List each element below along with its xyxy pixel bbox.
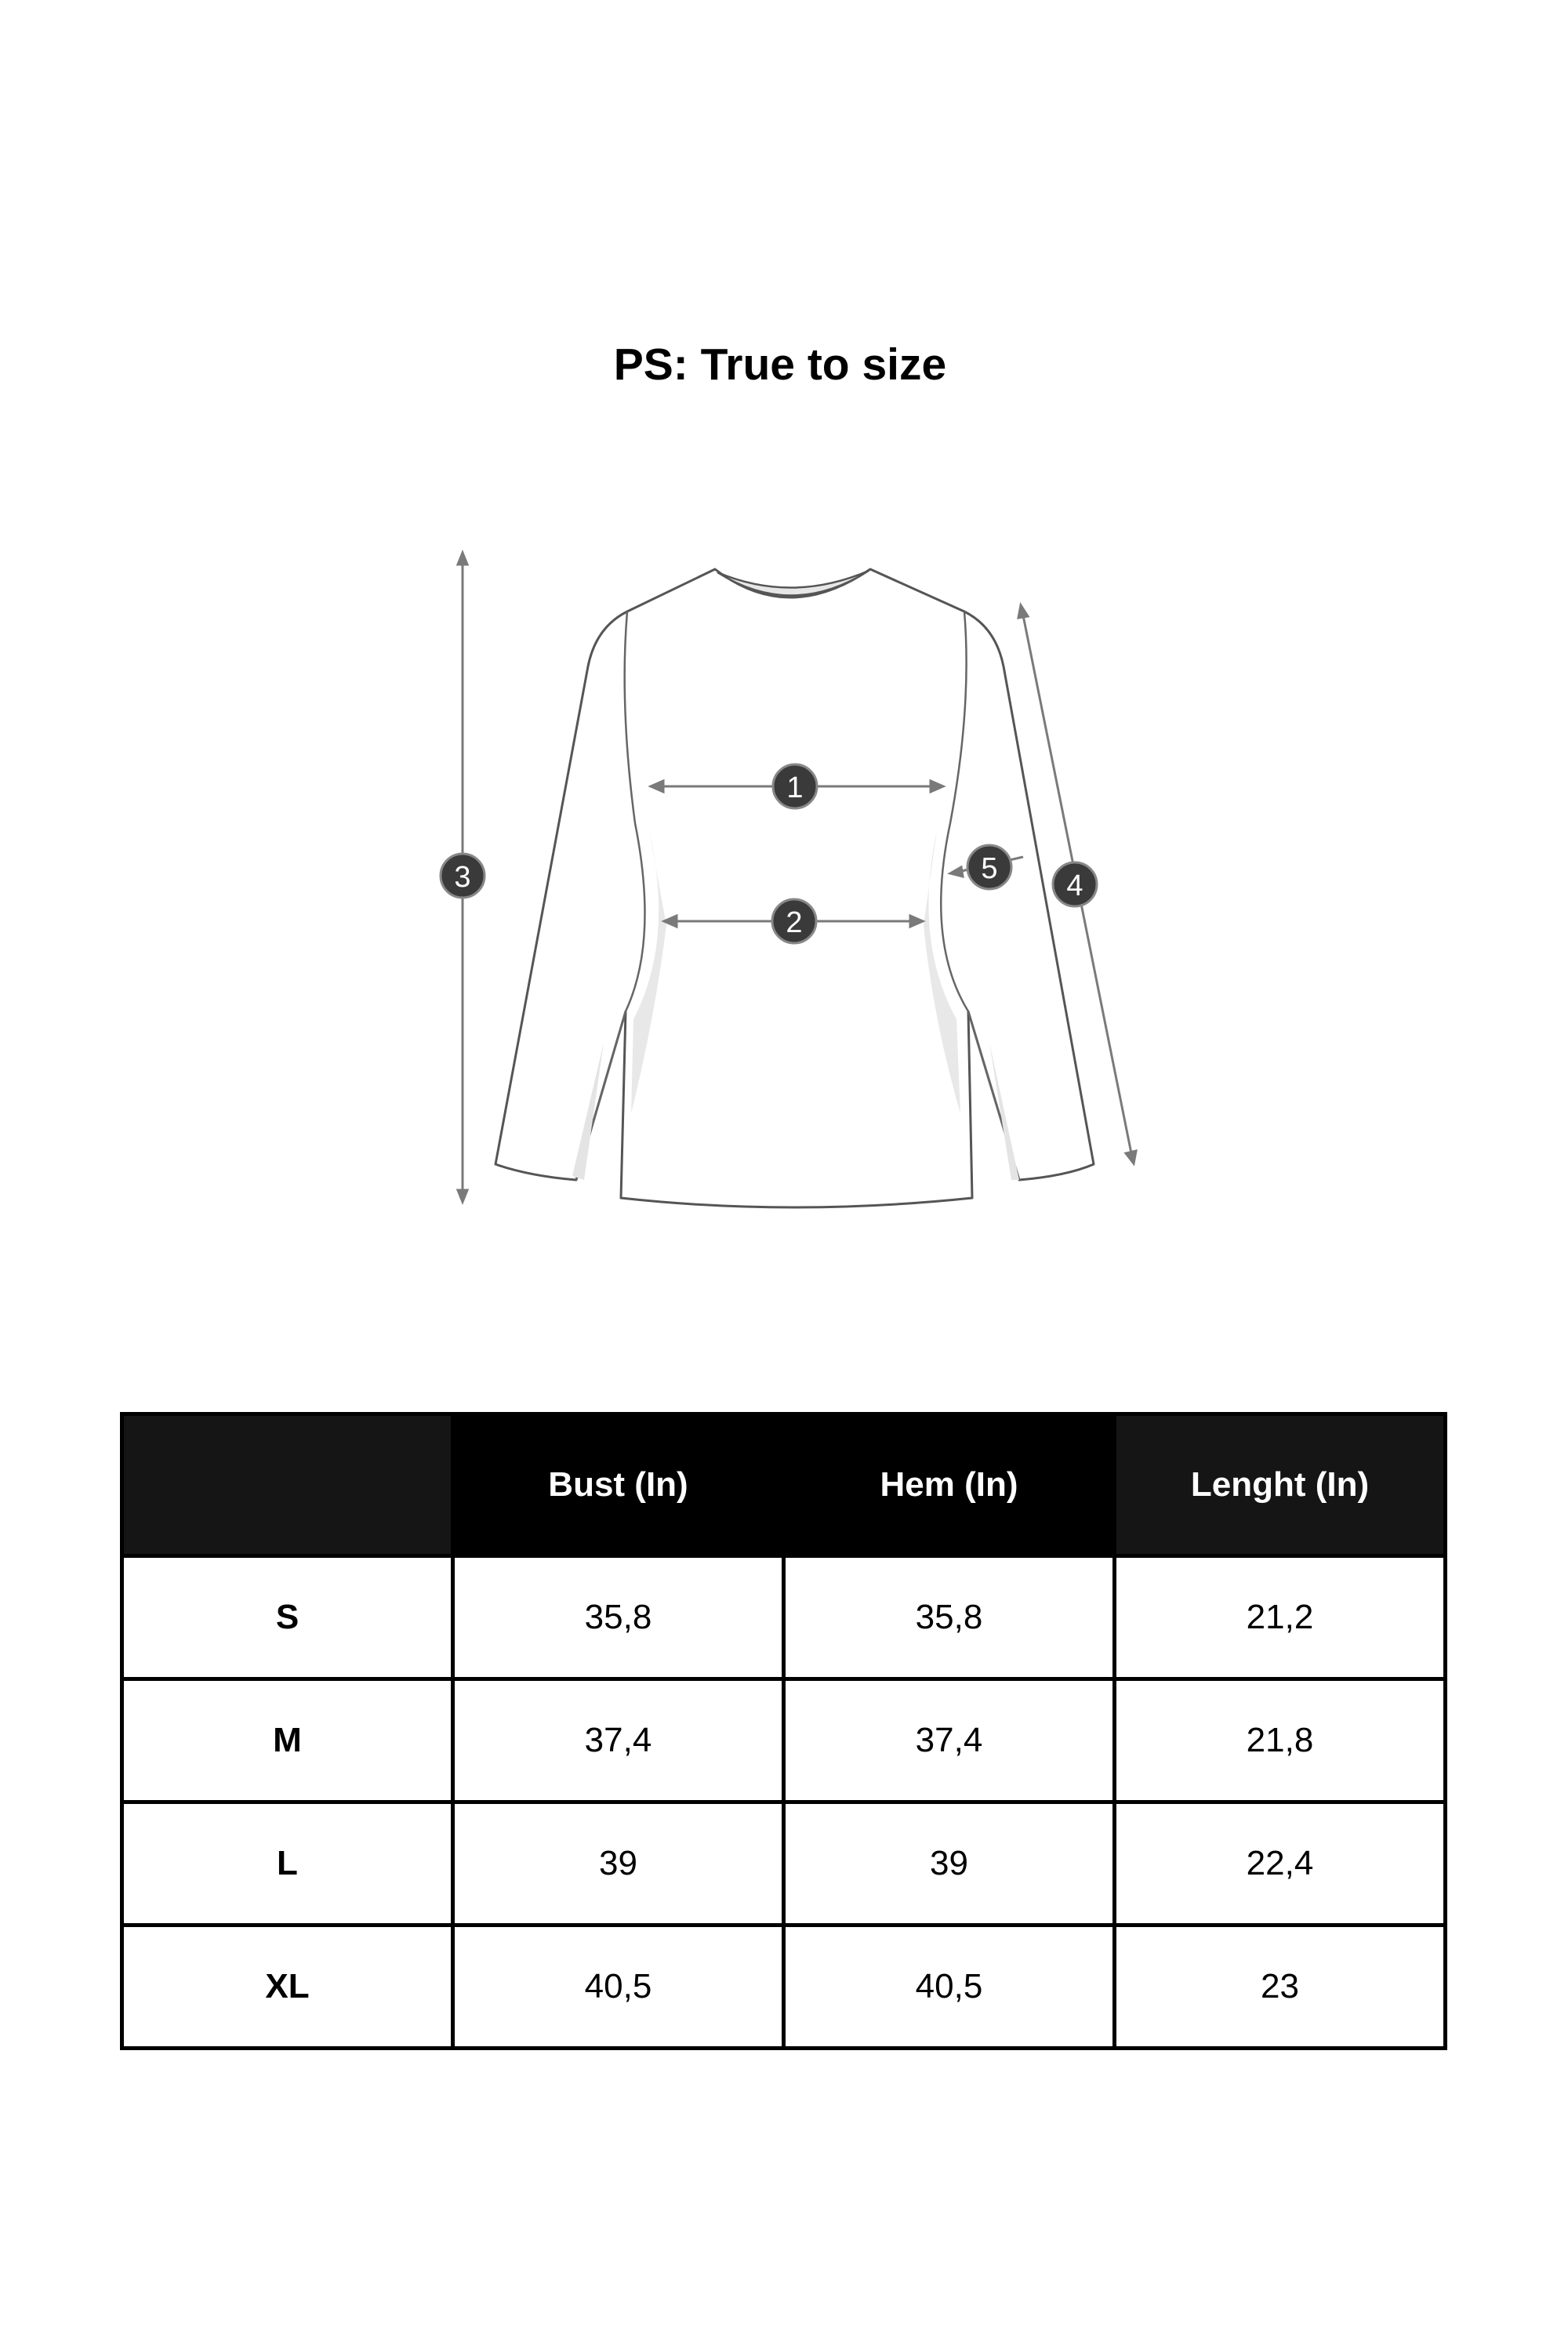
length-cell: 23 [1115, 1926, 1446, 2049]
page-title: PS: True to size [613, 339, 947, 390]
size-cell: XL [122, 1926, 453, 2049]
marker-5 [967, 845, 1011, 889]
table-header-row [122, 1414, 1446, 1556]
size-cell: S [122, 1556, 453, 1679]
svg-text:3: 3 [454, 861, 471, 894]
hem-cell: 39 [784, 1802, 1115, 1926]
bust-cell: 40,5 [453, 1926, 784, 2049]
table-row [122, 1679, 1446, 1802]
garment-outline [495, 569, 1094, 1207]
bust-cell: 37,4 [453, 1679, 784, 1802]
length-cell: 21,2 [1115, 1556, 1446, 1679]
marker-2 [772, 899, 816, 943]
length-cell: 21,8 [1115, 1679, 1446, 1802]
svg-text:5: 5 [981, 852, 998, 885]
column-header-bust: Bust (In) [453, 1414, 784, 1556]
marker-4 [1053, 862, 1097, 906]
table-row [122, 1556, 1446, 1679]
size-cell: L [122, 1802, 453, 1926]
size-chart-table [120, 1412, 1447, 2050]
bust-cell: 39 [453, 1802, 784, 1926]
svg-text:2: 2 [786, 906, 803, 939]
hem-cell: 40,5 [784, 1926, 1115, 2049]
length-cell: 22,4 [1115, 1802, 1446, 1926]
column-header-hem: Hem (In) [784, 1414, 1115, 1556]
svg-text:1: 1 [786, 771, 804, 804]
table-row [122, 1926, 1446, 2049]
marker-1 [773, 764, 817, 808]
hem-cell: 37,4 [784, 1679, 1115, 1802]
hem-cell: 35,8 [784, 1556, 1115, 1679]
table-row [122, 1802, 1446, 1926]
svg-text:4: 4 [1066, 869, 1083, 902]
column-header-length: Lenght (In) [1115, 1414, 1446, 1556]
size-cell: M [122, 1679, 453, 1802]
column-header-size [122, 1414, 453, 1556]
marker-3 [441, 854, 485, 898]
bust-cell: 35,8 [453, 1556, 784, 1679]
